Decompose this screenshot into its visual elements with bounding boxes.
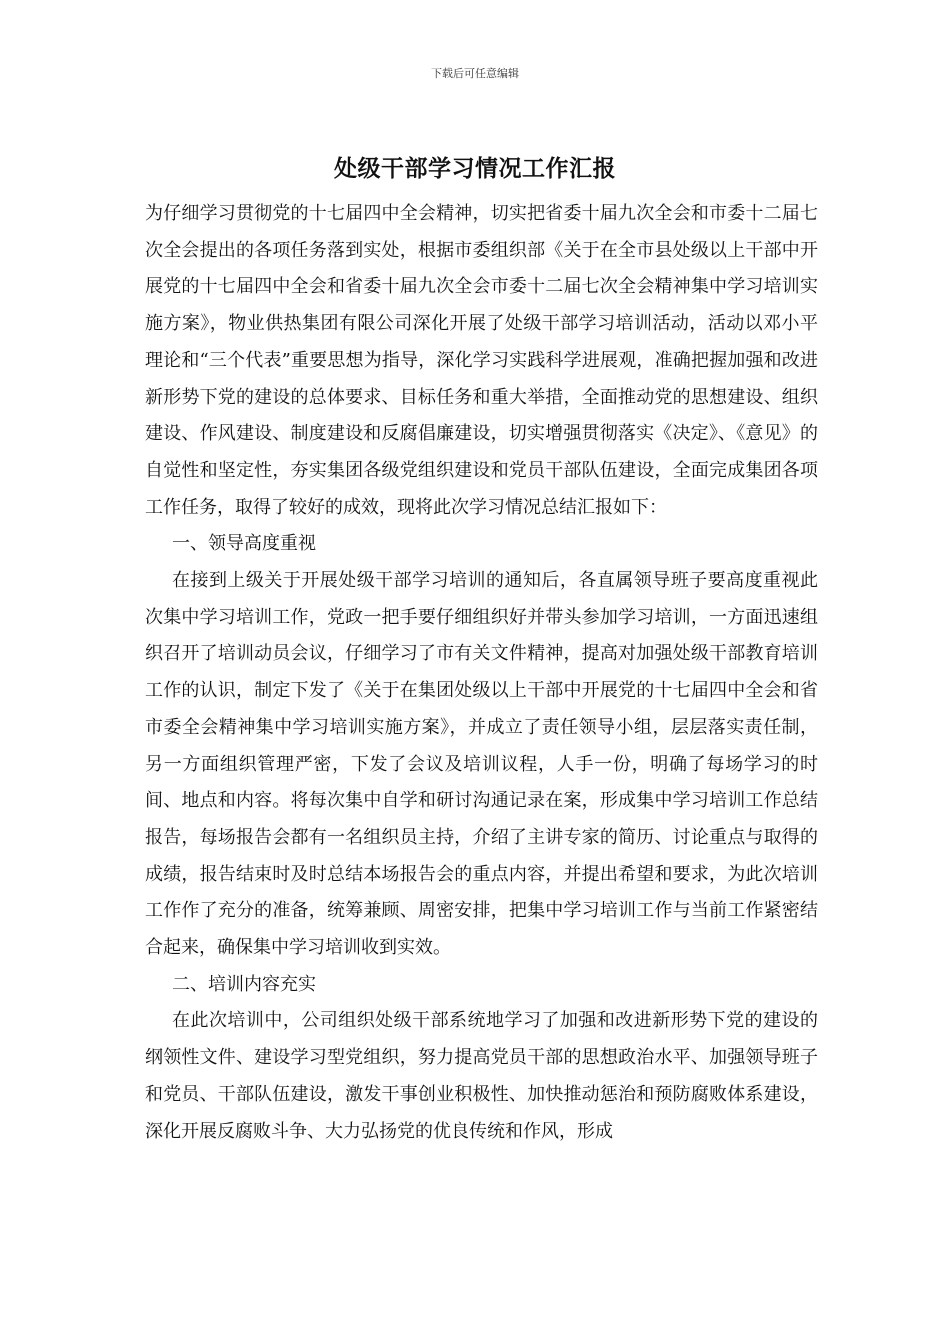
section-paragraph-2: 在此次培训中，公司组织处级干部系统地学习了加强和改进新形势下党的建设的纲领性文件、建设学习型党组织，努力提高党员干部的思想政治水平、加强领导班子和党员、干部队伍建设，激发干事创业积极性、加快推动惩治和预防腐败体系建设，深化开展反腐败斗争、大力弘扬党的优良传统和作风，形成 <box>145 1010 818 1142</box>
intro-paragraph: 为仔细学习贯彻党的十七届四中全会精神，切实把省委十届九次全会和市委十二届七次全会提出的各项任务落到实处，根据市委组织部《关于在全市县处级以上干部中开展党的十七届四中全会和省委十届九次全会市委十二届七次全会精神集中学习培训实施方案》，物业供热集团有限公司深化开展了处级干部学习培训活动，活动以邓小平理论和“三个代表”重要思想为指导，深化学习实践科学进展观，准确把握加强和改进新形势下党的建设的总体要求、目标任务和重大举措，全面推动党的思想建设、组织建设、作风建设、制度建设和反腐倡廉建设，切实增强贯彻落实《决定》、《意见》的自觉性和坚定性，夯实集团各级党组织建设和党员干部队伍建设，全面完成集团各项工作任务，取得了较好的成效，现将此次学习情况总结汇报如下： <box>145 203 818 518</box>
document-title: 处级干部学习情况工作汇报 <box>334 155 616 182</box>
section-heading-2: 二、培训内容充实 <box>172 973 316 995</box>
section-heading-1: 一、领导高度重视 <box>172 533 316 555</box>
document-body <box>145 196 818 1150</box>
section-paragraph-1: 在接到上级关于开展处级干部学习培训的通知后，各直属领导班子要高度重视此次集中学习培训工作，党政一把手要仔细组织好并带头参加学习培训，一方面迅速组织召开了培训动员会议，仔细学习了市有关文件精神，提高对加强处级干部教育培训工作的认识，制定下发了《关于在集团处级以上干部中开展党的十七届四中全会和省市委全会精神集中学习培训实施方案》，并成立了责任领导小组，层层落实责任制，另一方面组织管理严密，下发了会议及培训议程，人手一份，明确了每场学习的时间、地点和内容。将每次集中自学和研讨沟通记录在案，形成集中学习培训工作总结报告，每场报告会都有一名组织员主持，介绍了主讲专家的简历、讨论重点与取得的成绩，报告结束时及时总结本场报告会的重点内容，并提出希望和要求，为此次培训工作作了充分的准备，统筹兼顾、周密安排，把集中学习培训工作与当前工作紧密结合起来，确保集中学习培训收到实效。 <box>145 570 818 959</box>
header-note: 下载后可任意编辑 <box>431 67 519 80</box>
